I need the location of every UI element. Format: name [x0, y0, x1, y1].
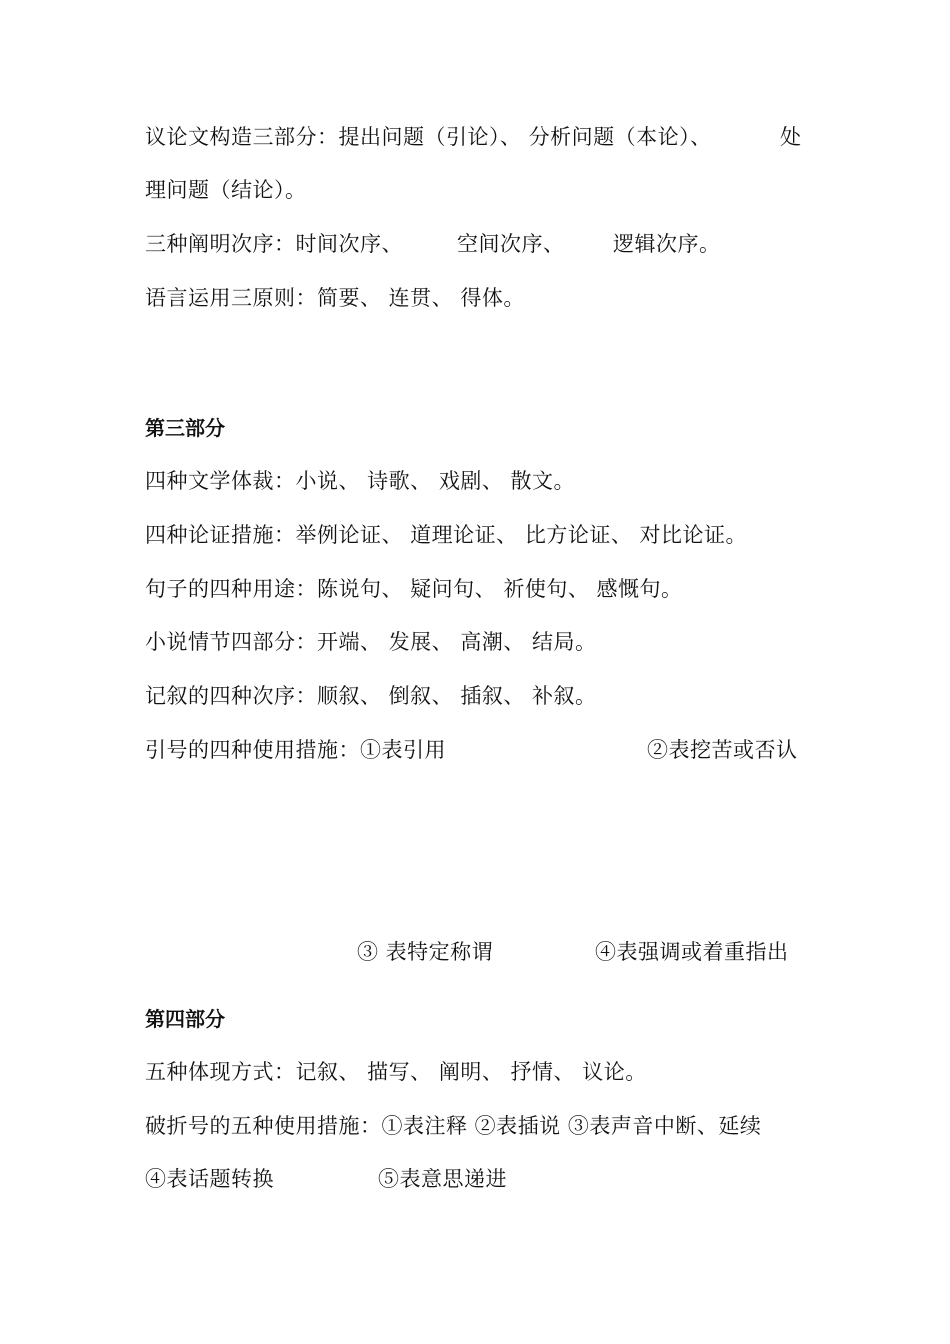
text-line: 语言运用三原则：简要、 连贯、 得体。: [145, 286, 525, 310]
text-line: 小说情节四部分：开端、 发展、 高潮、 结局。: [145, 630, 597, 654]
text-line: 句子的四种用途：陈说句、 疑问句、 祈使句、 感慨句。: [145, 577, 683, 601]
text-line: ④表话题转换: [145, 1167, 274, 1191]
section-heading: 第三部分: [145, 416, 225, 440]
text-line: 处: [780, 125, 802, 149]
text-line: 议论文构造三部分：提出问题（引论）、 分析问题（本论）、: [145, 125, 712, 149]
text-line: 引号的四种使用措施：①表引用: [145, 738, 446, 762]
text-line: 四种文学体裁：小说、 诗歌、 戏剧、 散文。: [145, 469, 576, 493]
text-line: 破折号的五种使用措施：①表注释 ②表插说 ③表声音中断、延续: [145, 1114, 762, 1138]
text-line: 四种论证措施：举例论证、 道理论证、 比方论证、 对比论证。: [145, 523, 748, 547]
text-line: 逻辑次序。: [613, 232, 721, 256]
text-line: ⑤表意思递进: [378, 1167, 507, 1191]
text-line: 记叙的四种次序：顺叙、 倒叙、 插叙、 补叙。: [145, 684, 597, 708]
text-line: 五种体现方式：记叙、 描写、 阐明、 抒情、 议论。: [145, 1060, 647, 1084]
text-line: ③ 表特定称谓: [357, 940, 494, 964]
text-line: 理问题（结论）。: [145, 178, 307, 202]
text-line: 空间次序、: [457, 232, 565, 256]
text-line: ④表强调或着重指出: [595, 940, 789, 964]
text-line: ②表挖苦或否认: [647, 738, 798, 762]
section-heading: 第四部分: [145, 1007, 225, 1031]
text-line: 三种阐明次序：时间次序、: [145, 232, 403, 256]
